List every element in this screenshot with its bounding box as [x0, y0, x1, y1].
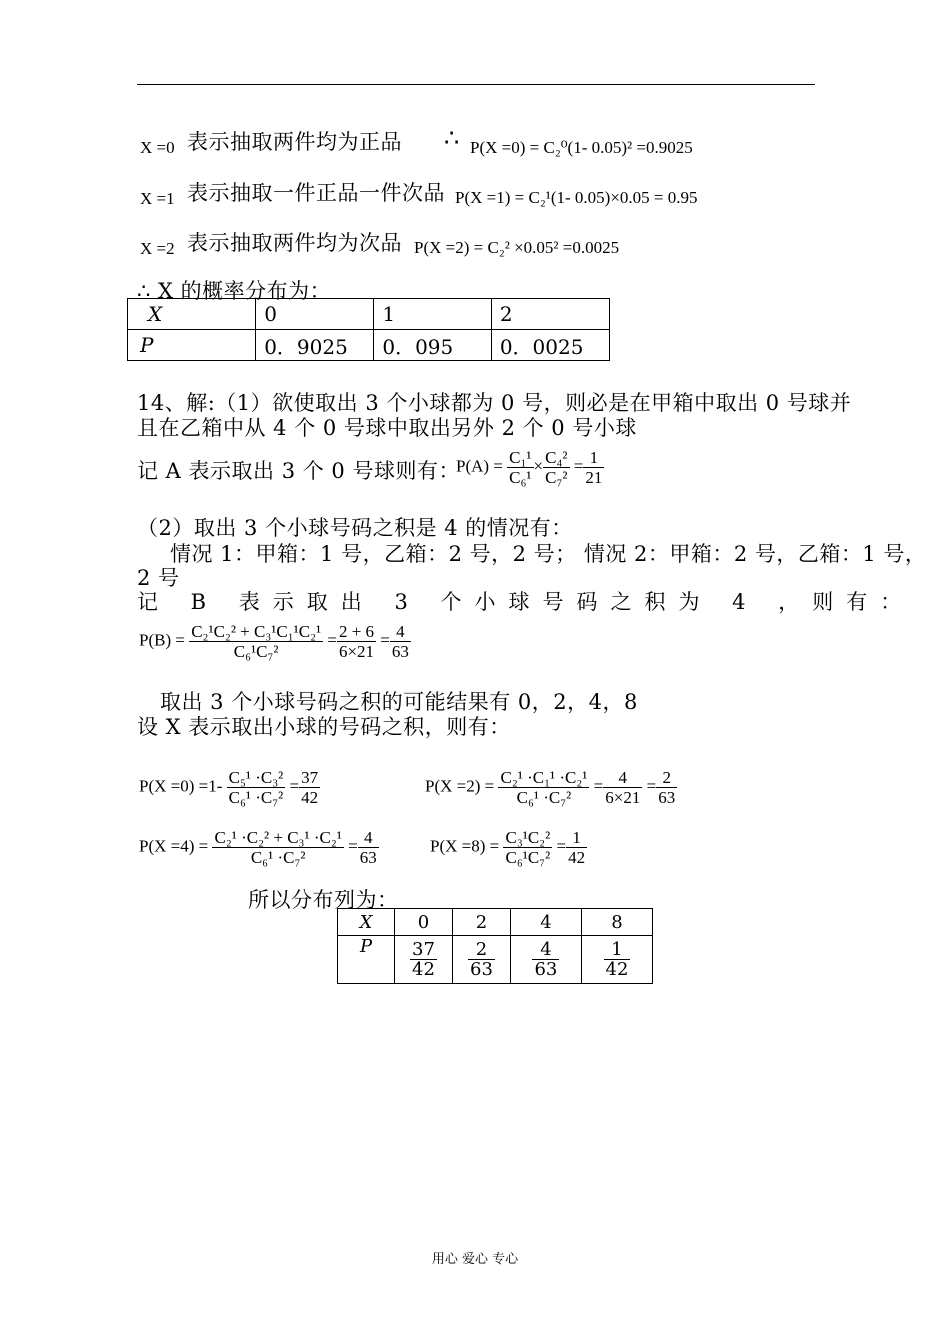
p2-mden: 6×21	[605, 788, 641, 807]
p4-rnum: 4	[358, 828, 379, 848]
table-cell: 0	[256, 299, 374, 330]
p4-rden: 63	[359, 848, 377, 867]
pb-n3: 4	[390, 622, 411, 642]
p4-num: C₂¹ ·C₂² + C₃¹ ·C₂¹	[214, 828, 342, 847]
p8-rden: 42	[568, 848, 586, 867]
pb-formula: P(B) = $\frac{\text{C₂¹C₂² + C₃¹C₁¹C₂¹}}{\text{C₆¹C₇²}}$ = $\frac{2 + 6}{6\times 21}$ = $\frac{4}{63}$	[139, 622, 409, 661]
set-x-text: 设 X 表示取出小球的号码之积，则有：	[137, 715, 511, 739]
p2-den: C₆¹ ·C₇²	[516, 788, 572, 807]
dist-intro-13: ∴ X 的概率分布为：	[137, 279, 332, 303]
p0-den: C₆¹ ·C₇²	[228, 788, 284, 807]
table-cell: 8	[581, 909, 652, 936]
prob-1-num: 2	[468, 940, 495, 960]
p2-rnum: 2	[656, 768, 677, 788]
p4-lhs: P(X =4) =	[139, 836, 209, 856]
p0-lhs: P(X =0) =1-	[139, 776, 223, 796]
table-cell	[510, 936, 581, 984]
pa-f1-den: C₆¹	[509, 468, 532, 487]
therefore-symbol: ∴	[444, 124, 460, 152]
table-cell: 0	[395, 909, 453, 936]
distribution-table-14	[337, 908, 653, 984]
table-cell: 0．0025	[491, 330, 609, 361]
p0-rnum: 37	[301, 768, 319, 787]
table-cell: P	[128, 330, 256, 361]
event-a-text: 记 A 表示取出 3 个 0 号球则有：	[137, 459, 460, 483]
case-2-lhs: X =2	[140, 239, 175, 258]
pa-f2-num: C₄²	[545, 448, 568, 467]
table-cell: 4	[510, 909, 581, 936]
pb-d2: 6×21	[338, 642, 375, 661]
case-1-lhs: X =1	[140, 189, 175, 208]
possible-results: 取出 3 个小球号码之积的可能结果有 0，2，4，8	[160, 690, 638, 714]
problem-14-line2: 且在乙箱中从 4 个 0 号球中取出另外 2 个 0 号小球	[137, 416, 637, 440]
prob-0-den: 42	[412, 959, 435, 980]
p0-formula: P(X =0) =1- $\frac{\text{C₅¹ ·C₃²}}{\text{C₆¹ ·C₇²}}$ = $\frac{37}{42}$	[139, 768, 319, 807]
case-1-desc: 表示抽取一件正品一件次品	[187, 181, 445, 205]
sub2-text: （2）取出 3 个小球号码之积是 4 的情况有：	[137, 516, 573, 540]
pa-f1-num: C₁¹	[509, 448, 532, 467]
problem-14-line1: 14、解:（1）欲使取出 3 个小球都为 0 号，则必是在甲箱中取出 0 号球并	[137, 391, 852, 415]
table-cell: X	[338, 909, 395, 936]
p2-rden: 63	[658, 788, 676, 807]
p2-mnum: 4	[603, 768, 642, 788]
table-cell: X	[128, 299, 256, 330]
pa-formula: P(A) = $\frac{\text{C₁¹}}{\text{C₆¹}}$ × $\frac{\text{C₄²}}{\text{C₇²}}$ = $\frac{1}{21}$	[456, 448, 603, 487]
page-footer: 用心 爱心 专心	[431, 1252, 519, 1267]
prob-3-den: 42	[605, 959, 629, 980]
prob-3-num: 1	[604, 940, 631, 960]
table-row	[128, 330, 610, 361]
p4-den: C₆¹ ·C₇²	[250, 848, 306, 867]
prob-1-den: 63	[470, 959, 493, 980]
case-1-formula: P(X =1) = C₂¹(1- 0.05)×0.05 = 0.95	[455, 188, 698, 207]
p8-lhs: P(X =8) =	[430, 836, 500, 856]
case-0-lhs: X =0	[140, 138, 175, 157]
dist-intro-14: 所以分布列为：	[248, 888, 399, 912]
table-cell	[581, 936, 652, 984]
pa-lhs: P(A) =	[456, 456, 503, 476]
event-b-text: 记 B 表示取出 3 个小球号码之积为 4 ，则有：	[137, 590, 915, 614]
pb-n2: 2 + 6	[338, 622, 375, 641]
case-2-desc: 表示抽取两件均为次品	[187, 231, 402, 255]
pb-d3: 63	[391, 642, 409, 661]
case-0-formula: P(X =0) = C₂⁰(1- 0.05)² =0.9025	[470, 138, 693, 157]
pb-n1: C₂¹C₂² + C₃¹C₁¹C₂¹	[191, 622, 322, 641]
p2-lhs: P(X =2) =	[425, 776, 495, 796]
p0-rden: 42	[301, 788, 319, 807]
p4-formula: P(X =4) = $\frac{\text{C₂¹ ·C₂² + C₃¹ ·C₂¹}}{\text{C₆¹ ·C₇²}}$ = $\frac{4}{63}$	[139, 828, 377, 867]
table-cell: 2	[491, 299, 609, 330]
pb-d1: C₆¹C₇²	[233, 642, 279, 661]
pb-lhs: P(B) =	[139, 630, 185, 650]
case-2-formula: P(X =2) = C₂² ×0.05² =0.0025	[414, 238, 620, 257]
cases-line-cont: 2 号	[137, 566, 180, 590]
pa-f2-den: C₇²	[545, 468, 568, 487]
p0-num: C₅¹ ·C₃²	[228, 768, 284, 787]
p8-den: C₆¹C₇²	[505, 848, 551, 867]
p8-formula: P(X =8) = $\frac{\text{C₃¹C₂²}}{\text{C₆¹C₇²}}$ = $\frac{1}{42}$	[430, 828, 586, 867]
cases-line: 情况 1：甲箱：1 号，乙箱：2 号，2 号； 情况 2：甲箱：2 号，乙箱：1 号，	[170, 542, 927, 566]
prob-2-num: 4	[532, 940, 559, 960]
table-cell	[395, 936, 453, 984]
table-cell: 1	[374, 299, 491, 330]
table-cell	[452, 936, 510, 984]
table-cell: 2	[452, 909, 510, 936]
p8-num: C₃¹C₂²	[505, 828, 551, 847]
p2-formula: P(X =2) = $\frac{\text{C₂¹ ·C₁¹ ·C₂¹}}{\text{C₆¹ ·C₇²}}$ = $\frac{4}{6\times 21}$ = $\frac{2}{63}$	[425, 768, 676, 807]
table-row	[128, 299, 610, 330]
p2-num: C₂¹ ·C₁¹ ·C₂¹	[500, 768, 588, 787]
pa-r-den: 21	[585, 468, 603, 487]
table-row	[338, 936, 653, 984]
prob-0-num: 37	[412, 939, 435, 960]
pa-r-num: 1	[583, 448, 604, 468]
p8-rnum: 1	[566, 828, 587, 848]
table-cell: 0．095	[374, 330, 491, 361]
header-rule	[137, 84, 815, 85]
table-cell: P	[338, 936, 395, 984]
table-cell: 0．9025	[256, 330, 374, 361]
table-row	[338, 909, 653, 936]
case-0-desc: 表示抽取两件均为正品	[187, 130, 402, 154]
prob-2-den: 63	[534, 959, 558, 980]
distribution-table-13	[127, 298, 610, 361]
